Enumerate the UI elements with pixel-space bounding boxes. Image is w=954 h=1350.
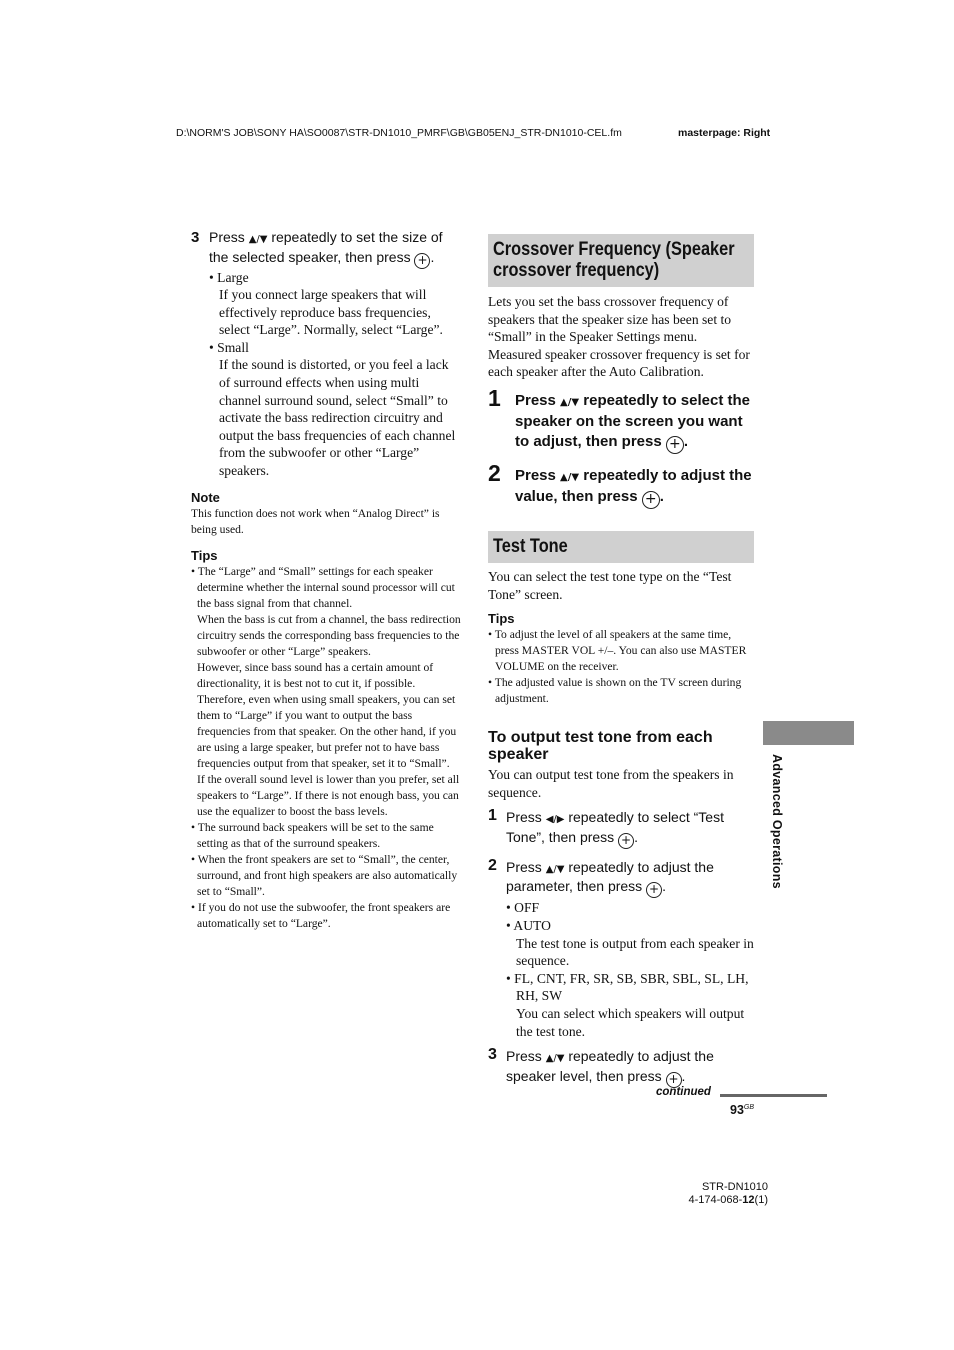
testtone-intro: You can select the test tone type on the “Test Tone” screen. <box>488 569 732 602</box>
tip-item: However, since bass sound has a certain amount of directionality, it is best not to cut it, if possible. Therefore, even when using small speakers, you can set them to “Large” if you want to output the bass frequencies from that speaker. On the other hand, if you are using a large speaker, but prefer not to have bass frequencies output from that speaker, set it to “Small”. <box>197 660 457 770</box>
step-instruction: Press ▲/▼ repeatedly to adjust the parameter, then press + . <box>506 858 714 897</box>
tips-title: Tips <box>191 547 218 563</box>
size-options <box>191 269 461 480</box>
enter-button-icon: + <box>666 436 684 454</box>
sub-intro: You can output test tone from the speakers in sequence. <box>488 767 734 800</box>
enter-button-icon: + <box>666 1072 682 1088</box>
side-tab-bar <box>763 721 854 745</box>
step-number: 1 <box>488 807 497 825</box>
option-speaker-list-desc: You can select which speakers will output the test tone. <box>516 1005 745 1039</box>
tip-item: • The “Large” and “Small” settings for each speaker determine whether the internal sound processor will cut the bass signal from that channel. <box>191 564 455 610</box>
masterpage-label: masterpage: Right <box>678 127 771 139</box>
model-info <box>686 1181 768 1206</box>
step-instruction: Press ▲/▼ repeatedly to adjust the value, then press + . <box>515 466 752 508</box>
tip-item: • The surround back speakers will be set to the same setting as that of the surround speakers. <box>191 820 434 850</box>
page-suffix: GB <box>743 1103 755 1111</box>
testtone-step-3 <box>488 1048 754 1088</box>
option-small-desc: If the sound is distorted, or you feel a lack of surround effects when using multi channel surround sound, select “Small” to activate the bass redirection circuitry and output the bass frequencies of each channel from the subwoofer or other “Large” speakers. <box>219 357 456 479</box>
left-right-arrow-icon: ◀/▶ <box>545 814 565 826</box>
crossover-intro: Lets you set the bass crossover frequency of speakers that the speaker size has been set to “Small” in the Speaker Settings menu. Measured speaker crossover frequency is set for each speaker after the Auto Calibration. <box>488 294 750 380</box>
enter-button-icon: + <box>642 491 660 509</box>
step-instruction: Press ◀/▶ repeatedly to select “Test Tone”, then press + . <box>506 809 724 847</box>
testtone-step-1 <box>488 809 754 849</box>
tip-item: • If you do not use the subwoofer, the front speakers are automatically set to “Large”. <box>191 900 451 930</box>
tip-item: When the bass is cut from a channel, the bass redirection circuitry sends the corresponding bass frequencies to the subwoofer or other “Large” speakers. <box>197 612 461 658</box>
step-instruction: Press ▲/▼ repeatedly to set the size of the selected speaker, then press + . <box>209 229 443 267</box>
testtone-tips <box>488 627 754 707</box>
option-speaker-list: • FL, CNT, FR, SR, SB, SBR, SBL, SL, LH, RH, SW <box>506 970 749 1004</box>
option-large-desc: If you connect large speakers that will effectively reproduce bass frequencies, select “Large”. Normally, select “Large”. <box>219 287 443 338</box>
model-number: STR-DN1010 <box>701 1181 768 1193</box>
testtone-step-2 <box>488 856 754 1040</box>
option-auto: • AUTO <box>506 917 551 933</box>
note-text: This function does not work when “Analog Direct” is being used. <box>191 506 440 536</box>
enter-button-icon: + <box>646 882 662 898</box>
tip-item: • When the front speakers are set to “Small”, the center, surround, and front high speakers are also automatically set to “Small”. <box>191 852 458 898</box>
tip-item: • The adjusted value is shown on the TV screen during adjustment. <box>488 676 742 706</box>
option-small: • Small <box>209 339 249 355</box>
step-number: 3 <box>488 1046 497 1064</box>
parameter-options <box>488 899 754 1040</box>
page-number: $93^{GB}$ <box>730 1103 755 1117</box>
tips-section <box>191 548 461 932</box>
crossover-heading: Crossover Frequency (Speaker crossover frequency) <box>493 239 735 281</box>
tip-item: If the overall sound level is lower than you prefer, set all speakers to “Large”. If there is not enough bass, you can use the equalizer to boost the bass levels. <box>197 772 460 818</box>
file-path: D:\NORM'S JOB\SONY HA\SO0087\STR-DN1010_PMRF\GB\GB05ENJ_STR-DN1010-CEL.fm <box>176 127 622 139</box>
up-down-arrow-icon: ▲/▼ <box>248 234 268 245</box>
up-down-arrow-icon: ▲/▼ <box>545 1053 565 1065</box>
right-column <box>488 234 754 509</box>
up-down-arrow-icon: ▲/▼ <box>545 863 565 875</box>
option-off: • OFF <box>506 900 540 916</box>
note-title: Note <box>191 489 220 505</box>
side-tab-label: Advanced Operations <box>770 754 784 889</box>
up-down-arrow-icon: ▲/▼ <box>560 471 580 483</box>
continued-label: continued <box>656 1086 711 1098</box>
note-section <box>191 490 461 538</box>
step-number: 1 <box>488 384 501 411</box>
continued-rule <box>720 1094 827 1097</box>
step-instruction: Press ▲/▼ repeatedly to adjust the speaker level, then press + . <box>506 1048 714 1086</box>
section-heading-testtone <box>488 531 754 563</box>
crossover-step-1 <box>488 384 754 454</box>
option-large: • Large <box>209 269 249 285</box>
testtone-heading: Test Tone <box>493 536 568 557</box>
enter-button-icon: + <box>414 253 430 269</box>
step-number: 2 <box>488 856 497 874</box>
section-heading-crossover <box>488 234 754 287</box>
part-code: 4-174-068-12(1) <box>688 1193 768 1206</box>
left-column <box>191 229 461 932</box>
testtone-tips-title: Tips <box>488 611 515 627</box>
step-3-size <box>191 229 461 480</box>
tip-item: • To adjust the level of all speakers at the same time, press MASTER VOL +/–. You can also use MASTER VOLUME on the receiver. <box>488 628 747 674</box>
testtone-column <box>488 531 754 1088</box>
step-instruction: Press ▲/▼ repeatedly to select the speaker on the screen you want to adjust, then press + . <box>515 391 750 452</box>
tips-list <box>191 564 461 932</box>
step-number: 3 <box>191 229 200 246</box>
option-auto-desc: The test tone is output from each speaker in sequence. <box>516 935 754 969</box>
sub-heading: To output test tone from each speaker <box>488 729 713 764</box>
up-down-arrow-icon: ▲/▼ <box>560 396 580 408</box>
step-number: 2 <box>488 459 501 486</box>
crossover-step-2 <box>488 459 754 510</box>
enter-button-icon: + <box>618 833 634 849</box>
